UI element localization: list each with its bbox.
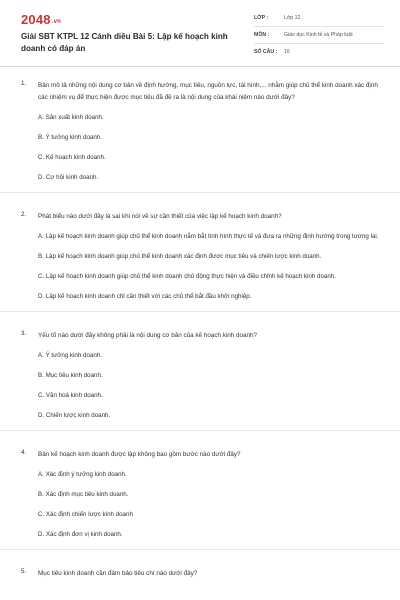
answer-options <box>38 469 383 541</box>
question-item <box>0 80 400 193</box>
question-list <box>0 80 400 598</box>
question-number: 4. <box>21 449 27 457</box>
answer-options <box>38 350 383 422</box>
site-logo[interactable] <box>21 12 61 27</box>
meta-label-class: LỚP : <box>254 15 269 21</box>
question-number: 5. <box>21 568 27 576</box>
meta-value-class: Lớp 12 <box>284 15 301 21</box>
meta-row-subject <box>254 27 384 44</box>
meta-row-count <box>254 44 384 60</box>
answer-option[interactable]: A. Lập kế hoạch kinh doanh giúp chủ thể kinh doanh nắm bắt tình hình thực tế và đưa ra những định hướng trong tương lai. <box>38 232 379 240</box>
document-meta <box>254 10 384 60</box>
answer-option[interactable]: D. Lập kế hoạch kinh doanh chỉ cần thiết với các chủ thể bắt đầu khởi nghiệp. <box>38 293 252 301</box>
answer-options <box>38 231 383 303</box>
answer-option[interactable]: D. Cơ hội kinh doanh. <box>38 173 99 181</box>
question-item <box>0 211 400 312</box>
question-number: 1. <box>21 80 27 87</box>
meta-value-count: 16 <box>284 49 290 55</box>
question-item <box>0 449 400 550</box>
question-text: Bản mô tả những nội dung cơ bản về định hướng, mục tiêu, nguồn lực, tài hình,... nhằm giúp chủ thể kinh doanh xác định các nhiệm vụ để thực hiện được mục tiêu đã đề ra là nội dung của khái niệm nào dưới đây? <box>38 82 378 101</box>
question-item <box>0 330 400 431</box>
document-header <box>0 0 400 67</box>
meta-value-subject: Giáo dục Kinh tế và Pháp luật <box>284 32 353 38</box>
meta-row-class <box>254 10 384 27</box>
answer-option[interactable]: B. Lập kế hoạch kinh doanh giúp chủ thể kinh doanh xác định được mục tiêu và chiến lược kinh doanh. <box>38 252 322 260</box>
meta-label-subject: MÔN : <box>254 32 270 38</box>
answer-options <box>38 112 383 184</box>
answer-option[interactable]: C. Lập kế hoạch kinh doanh giúp chủ thể kinh doanh chủ động thực hiện và điều chỉnh kế hoạch kinh doanh. <box>38 272 336 280</box>
question-number: 3. <box>21 330 27 338</box>
logo-suffix: .vn <box>51 19 62 25</box>
answer-option[interactable]: C. Kế hoạch kinh doanh. <box>38 153 106 161</box>
answer-option[interactable]: D. Chiến lược kinh doanh. <box>38 412 111 420</box>
question-number: 2. <box>21 210 27 218</box>
question-text: Phát biểu nào dưới đây là sai khi nói về sự cần thiết của việc lập kế hoạch kinh doanh? <box>38 212 282 220</box>
answer-option[interactable]: D. Xác định đơn vị kinh doanh. <box>38 531 123 539</box>
answer-option[interactable]: B. Xác định mục tiêu kinh doanh. <box>38 491 129 499</box>
answer-option[interactable]: B. Mục tiêu kinh doanh. <box>38 372 103 380</box>
answer-option[interactable]: A. Sản xuất kinh doanh. <box>38 113 104 121</box>
question-item <box>0 568 400 580</box>
page-title: Giải SBT KTPL 12 Cánh diều Bài 5: Lập kế hoạch kinh doanh có đáp án <box>21 32 228 53</box>
answer-option[interactable]: C. Văn hoá kinh doanh. <box>38 392 103 400</box>
logo-text: 2048 <box>21 12 51 27</box>
answer-option[interactable]: C. Xác định chiến lược kinh doanh <box>38 511 133 519</box>
question-text: Mục tiêu kinh doanh cần đảm bảo tiêu chí nào dưới đây? <box>38 570 198 578</box>
meta-label-count: SỐ CÂU : <box>254 49 278 55</box>
question-text: Bản kế hoạch kinh doanh được lập không bao gồm bước nào dưới đây? <box>38 451 241 459</box>
answer-option[interactable]: A. Ý tưởng kinh doanh. <box>38 351 102 359</box>
answer-option[interactable]: A. Xác định ý tưởng kinh doanh. <box>38 471 127 479</box>
answer-option[interactable]: B. Ý tưởng kinh doanh. <box>38 133 102 141</box>
question-text: Yếu tố nào dưới đây không phải là nội dung cơ bản của kế hoạch kinh doanh? <box>38 332 258 340</box>
